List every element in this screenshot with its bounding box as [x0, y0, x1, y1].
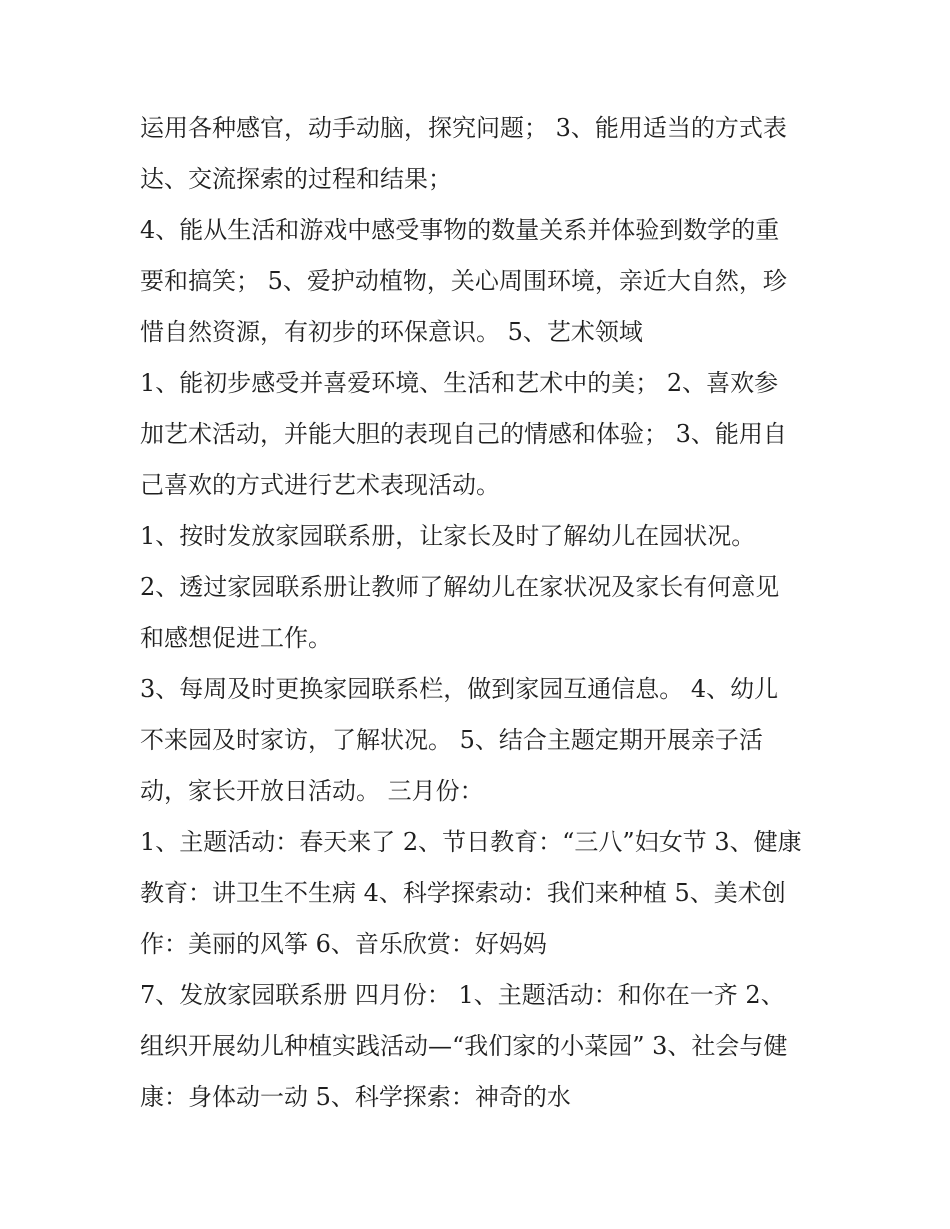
text-line: 惜自然资源，有初步的环保意识。 5、艺术领域 — [140, 318, 643, 346]
text-line: 己喜欢的方式进行艺术表现活动。 — [140, 471, 500, 499]
document-body — [140, 103, 810, 1123]
text-line: 1、能初步感受并喜爱环境、生活和艺术中的美； 2、喜欢参 — [140, 369, 779, 397]
text-line: 1、主题活动：春天来了 2、节日教育：“三八”妇女节 3、健康 — [140, 828, 802, 856]
text-line: 4、能从生活和游戏中感受事物的数量关系并体验到数学的重 — [140, 216, 780, 244]
text-line: 要和搞笑； 5、爱护动植物，关心周围环境，亲近大自然，珍 — [140, 267, 787, 295]
text-line: 运用各种感官，动手动脑，探究问题； 3、能用适当的方式表 — [140, 114, 787, 142]
text-line: 作：美丽的风筝 6、音乐欣赏：好妈妈 — [140, 930, 547, 958]
text-line: 1、按时发放家园联系册，让家长及时了解幼儿在园状况。 — [140, 522, 756, 550]
text-line: 2、透过家园联系册让教师了解幼儿在家状况及家长有何意见 — [140, 573, 780, 601]
text-line: 7、发放家园联系册 四月份： 1、主题活动：和你在一齐 2、 — [140, 981, 785, 1009]
text-line: 加艺术活动，并能大胆的表现自己的情感和体验； 3、能用自 — [140, 420, 787, 448]
text-line: 达、交流探索的过程和结果； — [140, 165, 452, 193]
text-line: 不来园及时家访，了解状况。 5、结合主题定期开展亲子活 — [140, 726, 763, 754]
text-line: 动，家长开放日活动。 三月份： — [140, 777, 484, 805]
text-line: 3、每周及时更换家园联系栏，做到家园互通信息。 4、幼儿 — [140, 675, 779, 703]
text-line: 和感想促进工作。 — [140, 624, 332, 652]
text-line: 组织开展幼儿种植实践活动—“我们家的小菜园” 3、社会与健 — [140, 1032, 788, 1060]
text-line: 教育：讲卫生不生病 4、科学探索动：我们来种植 5、美术创 — [140, 879, 786, 907]
text-line: 康：身体动一动 5、科学探索：神奇的水 — [140, 1083, 571, 1111]
